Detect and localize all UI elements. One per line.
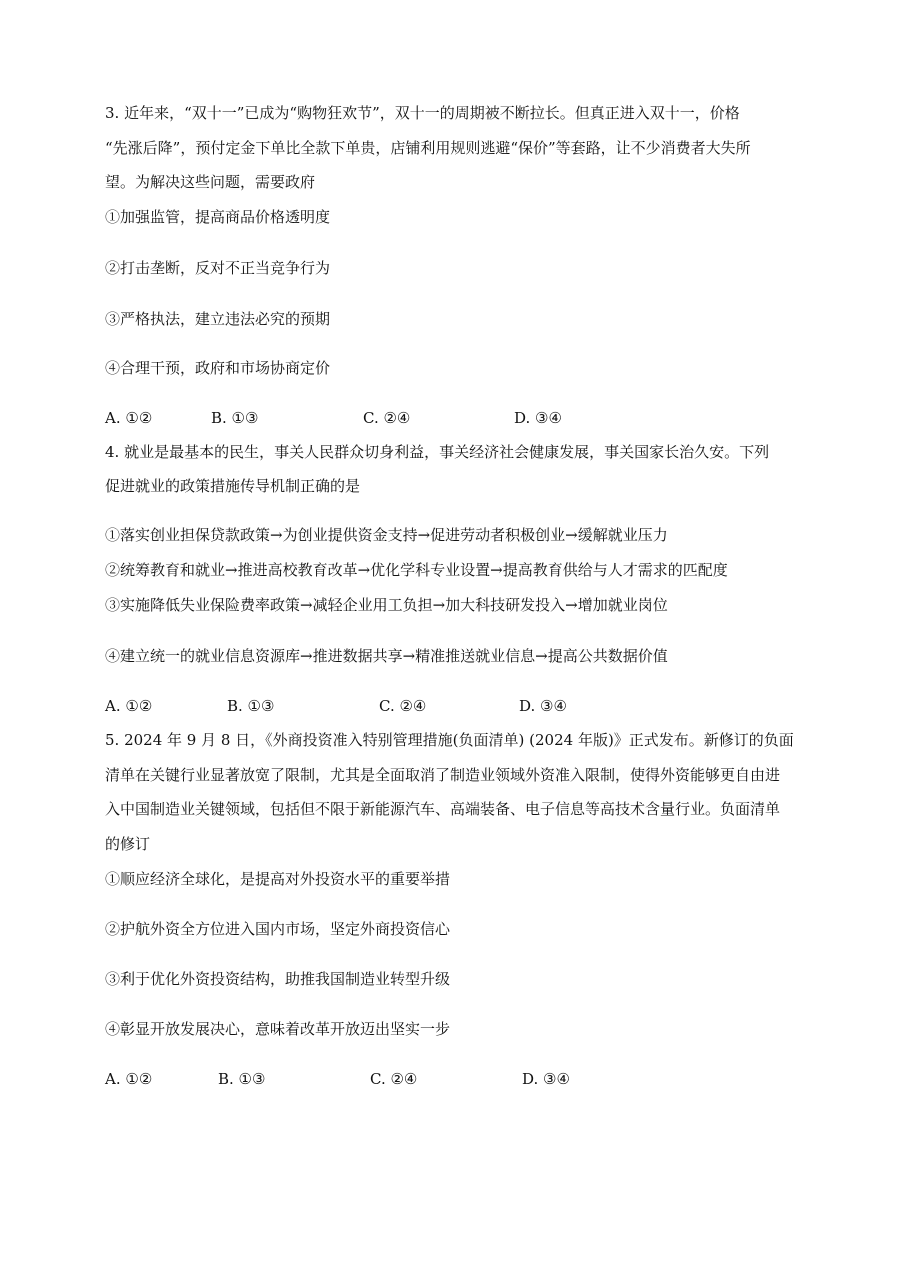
q5-stem-line-1: 5. 2024 年 9 月 8 日，《外商投资准入特别管理措施(负面清单) (2024 年版)》正式发布。新修订的负面 bbox=[105, 731, 794, 749]
q5-option-c: C. ②④ bbox=[370, 1070, 418, 1088]
q3-item-2: ②打击垄断，反对不正当竞争行为 bbox=[105, 259, 331, 277]
q5-item-1: ①顺应经济全球化，是提高对外投资水平的重要举措 bbox=[105, 870, 451, 888]
q5-option-a: A. ①② bbox=[105, 1070, 153, 1088]
q5-item-4: ④彰显开放发展决心，意味着改革开放迈出坚实一步 bbox=[105, 1020, 451, 1038]
q3-option-b: B. ①③ bbox=[211, 409, 259, 427]
q4-item-1: ①落实创业担保贷款政策→为创业提供资金支持→促进劳动者积极创业→缓解就业压力 bbox=[105, 526, 668, 544]
q3-stem-line-3: 望。为解决这些问题，需要政府 bbox=[105, 173, 316, 191]
q3-stem-line-1: 3. 近年来，“双十一”已成为“购物狂欢节”，双十一的周期被不断拉长。但真正进入双十一，价格 bbox=[105, 104, 740, 122]
q5-stem-line-2: 清单在关键行业显著放宽了限制，尤其是全面取消了制造业领域外资准入限制，使得外资能够更自由进 bbox=[105, 766, 781, 784]
q4-option-c: C. ②④ bbox=[379, 697, 427, 715]
q4-item-3: ③实施降低失业保险费率政策→减轻企业用工负担→加大科技研发投入→增加就业岗位 bbox=[105, 596, 668, 614]
q5-item-3: ③利于优化外资投资结构，助推我国制造业转型升级 bbox=[105, 970, 451, 988]
q5-option-b: B. ①③ bbox=[218, 1070, 266, 1088]
q5-item-2: ②护航外资全方位进入国内市场，坚定外商投资信心 bbox=[105, 920, 451, 938]
q3-option-d: D. ③④ bbox=[514, 409, 562, 427]
q3-stem-line-2: “先涨后降”，预付定金下单比全款下单贵，店铺利用规则逃避“保价”等套路，让不少消费者大失所 bbox=[105, 139, 751, 157]
q3-item-3: ③严格执法，建立违法必究的预期 bbox=[105, 310, 331, 328]
q5-option-d: D. ③④ bbox=[522, 1070, 570, 1088]
q4-item-4: ④建立统一的就业信息资源库→推进数据共享→精准推送就业信息→提高公共数据价值 bbox=[105, 647, 668, 665]
q4-option-b: B. ①③ bbox=[227, 697, 275, 715]
q5-stem-line-3: 入中国制造业关键领域，包括但不限于新能源汽车、高端装备、电子信息等高技术含量行业。负面清单 bbox=[105, 800, 781, 818]
q3-item-1: ①加强监管，提高商品价格透明度 bbox=[105, 208, 331, 226]
q3-option-c: C. ②④ bbox=[363, 409, 411, 427]
q3-item-4: ④合理干预，政府和市场协商定价 bbox=[105, 359, 331, 377]
q4-stem-line-1: 4. 就业是最基本的民生，事关人民群众切身利益，事关经济社会健康发展，事关国家长治久安。下列 bbox=[105, 443, 770, 461]
q3-option-a: A. ①② bbox=[105, 409, 153, 427]
q4-option-d: D. ③④ bbox=[519, 697, 567, 715]
q4-option-a: A. ①② bbox=[105, 697, 153, 715]
q4-stem-line-2: 促进就业的政策措施传导机制正确的是 bbox=[105, 477, 361, 495]
q5-stem-line-4: 的修订 bbox=[105, 835, 151, 853]
q4-item-2: ②统筹教育和就业→推进高校教育改革→优化学科专业设置→提高教育供给与人才需求的匹配度 bbox=[105, 561, 728, 579]
